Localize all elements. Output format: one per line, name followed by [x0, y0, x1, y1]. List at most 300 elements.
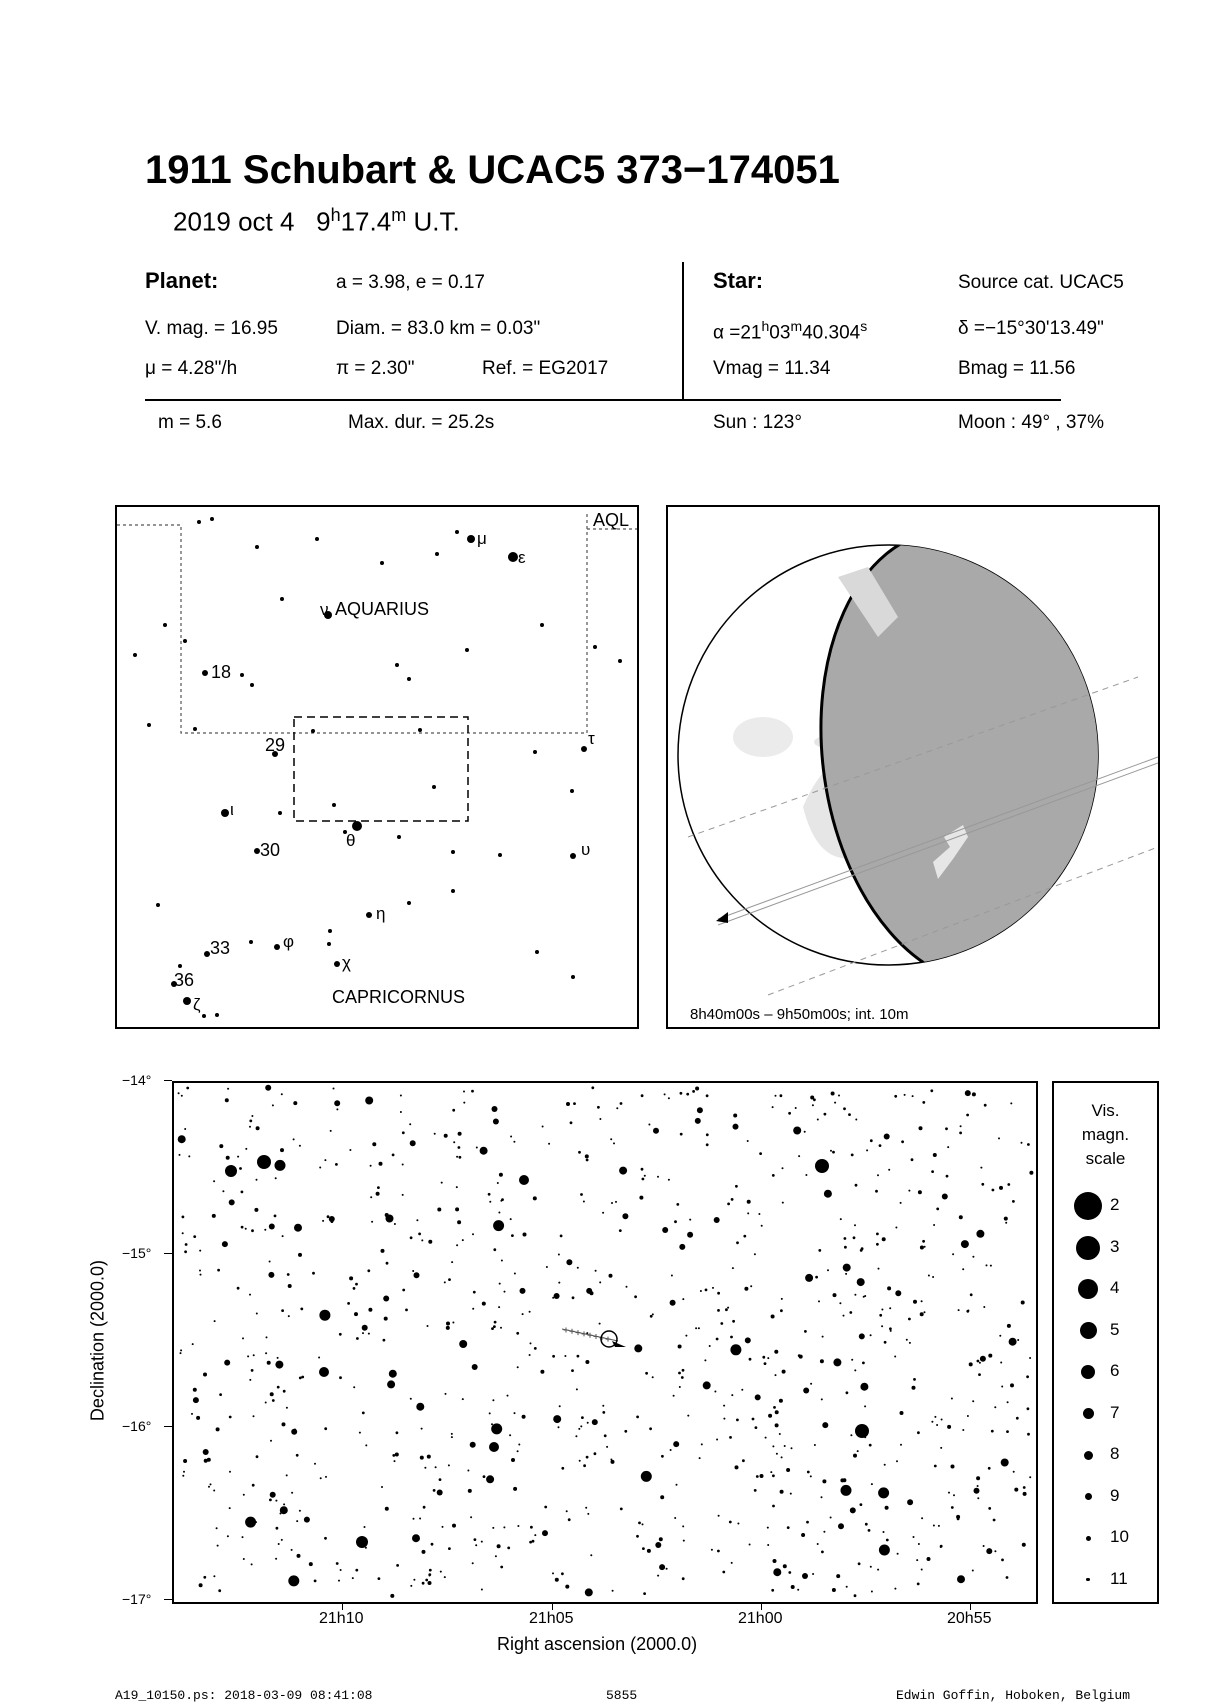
field-star: [314, 1463, 316, 1465]
field-star: [349, 1276, 353, 1280]
field-star: [931, 1170, 934, 1173]
field-star: [212, 1214, 216, 1218]
bright-star: [519, 1175, 529, 1185]
field-star: [959, 1215, 963, 1219]
star-chart: [172, 1081, 1038, 1604]
field-star: [355, 1569, 358, 1572]
field-star: [457, 1220, 461, 1224]
field-star: [932, 1276, 934, 1278]
field-star: [877, 1174, 879, 1176]
field-star: [183, 1459, 187, 1463]
field-star: [986, 1548, 992, 1554]
field-star: [214, 1320, 216, 1322]
field-star: [200, 1274, 202, 1276]
event-max-duration: Max. dur. = 25.2s: [348, 412, 495, 433]
field-star: [670, 1300, 676, 1306]
field-star: [300, 1308, 303, 1311]
field-star: [810, 1475, 812, 1477]
field-star: [764, 1362, 767, 1365]
field-star: [282, 1422, 286, 1426]
legend-magnitude-label: 3: [1110, 1236, 1120, 1256]
field-star: [775, 1374, 777, 1376]
field-star: [213, 1490, 215, 1492]
field-star: [272, 1104, 274, 1106]
field-star: [433, 1489, 436, 1492]
field-star: [976, 1230, 984, 1238]
map-star: [202, 670, 208, 676]
field-star: [325, 1476, 327, 1478]
field-star: [420, 1456, 424, 1460]
field-star: [330, 1130, 332, 1132]
field-star: [427, 1455, 431, 1459]
field-star: [671, 1275, 673, 1277]
field-star: [782, 1202, 784, 1204]
map-star: [397, 835, 401, 839]
legend-magnitude-label: 9: [1110, 1485, 1120, 1505]
field-star: [243, 1494, 245, 1496]
field-star: [459, 1340, 467, 1348]
map-star: [210, 517, 214, 521]
field-star: [299, 1145, 301, 1147]
field-star: [697, 1107, 703, 1113]
field-star: [948, 1492, 950, 1494]
field-star: [299, 1510, 301, 1512]
field-star: [396, 1564, 399, 1567]
field-star: [427, 1325, 429, 1327]
field-star: [412, 1534, 420, 1542]
field-star: [267, 1361, 271, 1365]
field-star: [781, 1456, 783, 1458]
field-star: [413, 1518, 415, 1520]
map-star: [249, 940, 253, 944]
field-star: [657, 1575, 659, 1577]
field-star: [784, 1445, 786, 1447]
planet-orbit: a = 3.98, e = 0.17: [336, 272, 485, 293]
field-star: [324, 1427, 327, 1430]
field-star: [890, 1330, 892, 1332]
field-star: [320, 1477, 322, 1479]
field-star: [749, 1544, 751, 1546]
field-star: [352, 1577, 354, 1579]
map-star: [467, 535, 475, 543]
field-star: [296, 1454, 299, 1457]
field-star: [448, 1278, 451, 1281]
ra-h-unit: h: [761, 318, 770, 334]
field-star: [812, 1104, 814, 1106]
field-star: [579, 1460, 581, 1462]
field-star: [894, 1356, 896, 1358]
field-star: [481, 1589, 483, 1591]
field-star: [853, 1236, 856, 1239]
field-star: [843, 1264, 851, 1272]
field-star: [772, 1474, 775, 1477]
field-star: [806, 1521, 809, 1524]
legend-row: [1054, 1316, 1157, 1346]
field-star: [216, 1527, 218, 1529]
field-star: [735, 1125, 738, 1128]
legend-title-line: magn.: [1081, 1125, 1130, 1144]
table-divider: [682, 262, 684, 399]
field-star: [301, 1376, 304, 1379]
map-star: [581, 746, 587, 752]
field-star: [270, 1492, 276, 1498]
field-star: [714, 1391, 716, 1393]
field-star: [575, 1435, 577, 1437]
star-right-ascension: [713, 318, 867, 344]
legend-dot: [1086, 1578, 1090, 1582]
field-star: [754, 1253, 756, 1255]
field-star: [552, 1355, 555, 1358]
field-star: [821, 1398, 823, 1400]
field-star: [718, 1515, 720, 1517]
field-star: [736, 1419, 739, 1422]
field-star: [338, 1580, 340, 1582]
field-star: [732, 1320, 735, 1323]
field-star: [293, 1101, 297, 1105]
star-bmag: Bmag = 11.56: [958, 358, 1076, 379]
field-star: [286, 1407, 288, 1409]
field-star: [1029, 1171, 1033, 1175]
field-star: [936, 1208, 939, 1211]
field-star: [529, 1354, 531, 1356]
field-star: [848, 1113, 851, 1116]
field-star: [500, 1566, 503, 1569]
field-star: [812, 1573, 814, 1575]
star-label-epsilon: ε: [518, 548, 526, 567]
field-star: [213, 1180, 215, 1182]
field-star: [673, 1395, 675, 1397]
field-star: [986, 1264, 988, 1266]
field-star: [288, 1284, 292, 1288]
x-tick-mark: [761, 1604, 762, 1610]
map-star: [332, 803, 336, 807]
minutes-unit: m: [391, 205, 407, 225]
field-star: [780, 1309, 783, 1312]
field-star: [814, 1444, 816, 1446]
field-star: [530, 1526, 533, 1529]
field-star: [676, 1203, 679, 1206]
legend-row: [1054, 1274, 1157, 1304]
field-star: [920, 1312, 924, 1316]
field-star: [619, 1167, 627, 1175]
x-tick-mark: [342, 1604, 343, 1610]
legend-row: [1054, 1233, 1157, 1263]
field-star: [938, 1525, 940, 1527]
field-star: [659, 1564, 665, 1570]
field-star: [682, 1525, 684, 1527]
field-star: [620, 1102, 623, 1105]
field-star: [180, 1349, 182, 1351]
field-star: [409, 1123, 411, 1125]
field-star: [682, 1369, 685, 1372]
legend-row: [1054, 1523, 1157, 1553]
field-star: [731, 1198, 734, 1201]
field-star: [894, 1588, 896, 1590]
field-star: [916, 1559, 918, 1561]
field-star: [782, 1370, 786, 1374]
field-star: [475, 1544, 477, 1546]
field-star: [542, 1530, 548, 1536]
field-star: [850, 1434, 852, 1436]
field-star: [497, 1182, 499, 1184]
map-star: [593, 645, 597, 649]
field-star: [458, 1146, 461, 1149]
field-star: [888, 1169, 890, 1171]
field-star: [970, 1293, 973, 1296]
field-star: [199, 1250, 201, 1252]
field-star: [602, 1405, 604, 1407]
field-star: [266, 1336, 268, 1338]
field-star: [446, 1322, 450, 1326]
time-suffix: U.T.: [413, 206, 460, 237]
field-star: [775, 1095, 777, 1097]
field-star: [980, 1167, 982, 1169]
field-star: [674, 1517, 676, 1519]
field-star: [745, 1337, 751, 1343]
field-star: [501, 1260, 503, 1262]
field-star: [1016, 1417, 1019, 1420]
field-star: [832, 1151, 835, 1154]
constellation-label-aql: AQL: [593, 510, 630, 530]
field-star: [993, 1519, 996, 1522]
field-star: [1027, 1407, 1030, 1410]
field-star: [680, 1133, 683, 1136]
star-declination: δ =−15°30'13.49": [958, 318, 1104, 339]
star-label-mu: μ: [477, 529, 487, 548]
field-star: [1014, 1488, 1018, 1492]
field-star: [988, 1507, 991, 1510]
planet-parallax: π = 2.30": [336, 358, 415, 379]
field-star: [917, 1431, 920, 1434]
field-star: [542, 1126, 544, 1128]
field-star: [855, 1119, 857, 1121]
bright-star: [855, 1424, 869, 1438]
star-label-tau: τ: [588, 729, 595, 748]
field-star: [821, 1496, 823, 1498]
field-star: [480, 1147, 488, 1155]
field-star: [946, 1175, 949, 1178]
field-star: [213, 1575, 215, 1577]
x-axis-label: Right ascension (2000.0): [497, 1634, 698, 1654]
field-star: [972, 1400, 974, 1402]
field-star: [182, 1232, 184, 1234]
field-star: [179, 1154, 181, 1156]
field-star: [990, 1265, 992, 1267]
field-star: [597, 1106, 600, 1109]
field-star: [924, 1311, 926, 1313]
bright-star: [319, 1367, 329, 1377]
field-star: [908, 1190, 910, 1192]
field-star: [493, 1248, 496, 1251]
field-star: [400, 1111, 402, 1113]
field-star: [810, 1383, 812, 1385]
field-star: [446, 1326, 450, 1330]
field-star: [283, 1390, 286, 1393]
field-star: [683, 1540, 685, 1542]
map-star: [498, 853, 502, 857]
field-star: [513, 1141, 515, 1143]
field-star: [470, 1442, 476, 1448]
field-star: [491, 1423, 493, 1425]
field-star: [768, 1414, 772, 1418]
legend-title-line: scale: [1085, 1149, 1126, 1168]
field-star: [245, 1228, 247, 1230]
field-star: [389, 1370, 397, 1378]
field-star: [583, 1201, 585, 1203]
field-star: [678, 1372, 681, 1375]
field-star: [492, 1399, 494, 1401]
field-star: [229, 1471, 231, 1473]
field-star: [787, 1526, 790, 1529]
map-star: [418, 728, 422, 732]
land-indonesia: [733, 717, 793, 757]
field-star: [736, 1241, 739, 1244]
field-star: [1001, 1386, 1003, 1388]
star-label-36: 36: [174, 970, 195, 990]
field-star: [181, 1095, 183, 1097]
field-star: [772, 1505, 775, 1508]
field-star: [913, 1378, 916, 1381]
field-star: [459, 1156, 462, 1159]
field-star: [824, 1113, 827, 1116]
field-star: [275, 1160, 286, 1171]
map-star: [334, 961, 340, 967]
field-star: [571, 1369, 574, 1372]
footer-page-number: 5855: [606, 1688, 638, 1703]
field-star: [383, 1339, 386, 1342]
field-star: [558, 1254, 560, 1256]
field-star: [924, 1246, 926, 1248]
field-star: [695, 1087, 699, 1091]
field-star: [765, 1437, 767, 1439]
field-star: [385, 1507, 389, 1511]
bright-star: [489, 1442, 499, 1452]
map-star: [380, 561, 384, 565]
field-star: [468, 1489, 472, 1493]
field-star: [270, 1440, 272, 1442]
field-star: [723, 1418, 725, 1420]
planet-vmag: V. mag. = 16.95: [145, 318, 278, 339]
field-star: [962, 1268, 964, 1270]
field-star: [657, 1176, 659, 1178]
field-star: [680, 1092, 683, 1095]
field-star: [758, 1213, 760, 1215]
constellation-label-aquarius: AQUARIUS: [335, 599, 430, 619]
field-star: [951, 1398, 953, 1400]
field-star: [732, 1267, 734, 1269]
field-star: [804, 1131, 806, 1133]
field-star: [918, 1190, 922, 1194]
star-label-30: 30: [260, 840, 281, 860]
field-star: [894, 1095, 897, 1098]
field-star: [227, 1088, 229, 1090]
field-star: [193, 1397, 199, 1403]
field-star: [616, 1107, 618, 1109]
field-star: [410, 1585, 412, 1587]
field-star: [517, 1366, 519, 1368]
field-star: [723, 1405, 725, 1407]
field-star: [217, 1545, 219, 1547]
field-star: [339, 1333, 342, 1336]
field-star: [208, 1486, 210, 1488]
field-star: [711, 1549, 713, 1551]
field-star: [877, 1569, 879, 1571]
map-star: [311, 729, 315, 733]
field-star: [253, 1354, 255, 1356]
field-star: [972, 1570, 974, 1572]
field-star: [471, 1090, 474, 1093]
field-star: [913, 1300, 917, 1304]
x-tick-mark: [970, 1604, 971, 1610]
field-star: [951, 1465, 955, 1469]
field-star: [706, 1133, 709, 1136]
field-star: [573, 1102, 576, 1105]
field-star: [741, 1389, 743, 1391]
field-star: [931, 1421, 933, 1423]
footer-file-info: A19_10150.ps: 2018-03-09 08:41:08: [115, 1688, 373, 1703]
field-star: [682, 1298, 684, 1300]
map-star: [315, 537, 319, 541]
field-star: [883, 1531, 885, 1533]
field-star: [887, 1286, 891, 1290]
field-star: [957, 1518, 960, 1521]
field-star: [706, 1143, 709, 1146]
field-star: [578, 1151, 581, 1154]
planet-motion: μ = 4.28"/h: [145, 358, 238, 379]
field-star: [775, 1423, 779, 1427]
field-star: [1023, 1486, 1026, 1489]
field-star: [972, 1256, 974, 1258]
field-star: [498, 1306, 500, 1308]
field-star: [843, 1315, 845, 1317]
legend-title-line: Vis.: [1091, 1101, 1120, 1120]
field-star: [400, 1095, 402, 1097]
field-star: [712, 1287, 714, 1289]
field-star: [424, 1467, 426, 1469]
field-star: [978, 1373, 981, 1376]
field-star: [510, 1136, 512, 1138]
field-star: [729, 1521, 732, 1524]
field-star: [776, 1453, 778, 1455]
field-star: [402, 1164, 404, 1166]
map-star: [432, 785, 436, 789]
field-star: [786, 1468, 790, 1472]
legend-dot: [1078, 1279, 1098, 1299]
y-tick-label: −16°: [122, 1418, 152, 1434]
field-star: [192, 1343, 194, 1345]
field-star: [544, 1506, 547, 1509]
field-star: [439, 1478, 442, 1481]
field-star: [771, 1315, 775, 1319]
field-star: [638, 1522, 641, 1525]
field-star: [419, 1518, 421, 1520]
field-star: [514, 1412, 516, 1414]
field-star: [500, 1200, 502, 1202]
field-star: [276, 1527, 279, 1530]
planet-header: Planet:: [145, 268, 219, 293]
field-star: [1000, 1362, 1002, 1364]
x-tick-label: 21h10: [319, 1610, 364, 1627]
field-star: [322, 1220, 324, 1222]
field-star: [225, 1098, 229, 1102]
field-star: [714, 1217, 720, 1223]
field-star: [860, 1503, 863, 1506]
field-star: [803, 1388, 809, 1394]
field-star: [921, 1517, 923, 1519]
legend-magnitude-label: 2: [1110, 1195, 1120, 1214]
field-star: [224, 1360, 230, 1366]
field-star: [854, 1594, 857, 1597]
